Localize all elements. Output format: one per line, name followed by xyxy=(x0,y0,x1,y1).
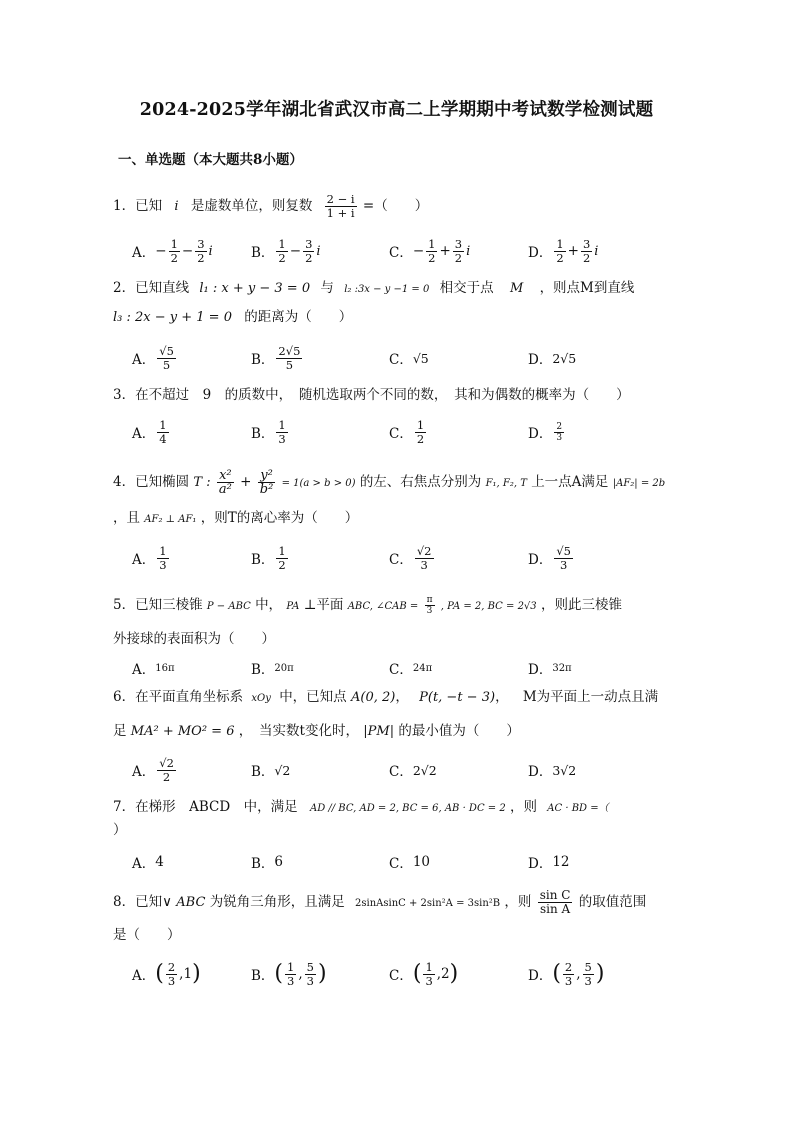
q4-af-condition: |AF₂| = 2b xyxy=(612,478,666,489)
question-6-cont: 足 MA² + MO² = 6 ， 当实数t变化时， |PM| 的最小值为（ ） xyxy=(113,723,520,739)
q4-option-d[interactable]: D． $\frac{√5}{3}$ xyxy=(528,543,571,572)
q4-option-a[interactable]: A． $\frac{1}{3}$ xyxy=(132,543,167,572)
q6-options xyxy=(132,752,692,788)
q2-option-a[interactable]: A． $\frac{√5}{5}$ xyxy=(132,343,174,372)
q6-option-d[interactable]: D． 3√2 xyxy=(528,762,577,780)
q2-option-d[interactable]: D． 2√5 xyxy=(528,350,577,368)
q8-option-c[interactable]: C． ( $\frac{1}{3}$ ,2 ) xyxy=(389,959,459,988)
q5-options xyxy=(132,650,692,686)
q2-line-l3: l₃ : 2x − y + 1 = 0 xyxy=(113,310,232,325)
question-6: 6．在平面直角坐标系 xOy 中，已知点 A(0, 2)， P(t, −t − 3)， M为平面上一动点且满 xyxy=(113,689,659,705)
q7-option-c[interactable]: C． 10 xyxy=(389,854,431,872)
q7-option-a[interactable]: A． 4 xyxy=(132,854,164,872)
question-7-cont: ） xyxy=(113,822,127,838)
question-2: 2．已知直线 l₁ : x + y − 3 = 0 与 l₂ :3x − y −1 = 0 相交于点 M ，则点M到直线 xyxy=(113,280,635,296)
q1-options xyxy=(132,233,692,269)
q7-options xyxy=(132,844,692,880)
q1-text: 是虚数单位，则复数 xyxy=(190,198,313,214)
q8-option-b[interactable]: B． ( $\frac{1}{3}$ , $\frac{5}{3}$ ) xyxy=(251,959,327,988)
q5-option-a[interactable]: A． 16π xyxy=(132,662,175,678)
question-5-cont: 外接球的表面积为（ ） xyxy=(113,631,275,647)
q1-option-b[interactable]: B． $\frac{1}{2}$ − $\frac{3}{2}$ i xyxy=(251,236,321,265)
q5-option-b[interactable]: B． 20π xyxy=(251,662,294,678)
q2-option-c[interactable]: C． √5 xyxy=(389,350,429,368)
page-title: 2024-2025学年湖北省武汉市高二上学期期中考试数学检测试题 xyxy=(139,100,654,120)
q3-option-c[interactable]: C． $\frac{1}{2}$ xyxy=(389,417,425,446)
question-8: 8．已知∨ ABC 为锐角三角形，且满足 2sinAsinC + 2sin²A = 3sin²B ，则 $\frac{\text{sin C}}{\text{sin A}}$ 的取值范围 xyxy=(113,888,647,916)
q4-option-c[interactable]: C． $\frac{√2}{3}$ xyxy=(389,543,432,572)
q5-option-d[interactable]: D． 32π xyxy=(528,662,572,678)
question-4-cont: ，且 AF₂ ⊥ AF₁ ，则T的离心率为（ ） xyxy=(113,510,359,526)
q1-option-c[interactable]: C． − $\frac{1}{2}$ + $\frac{3}{2}$ i xyxy=(389,236,471,265)
q8-options xyxy=(132,956,692,992)
q2-option-b[interactable]: B． $\frac{2√5}{5}$ xyxy=(251,343,301,372)
q2-line-l1: l₁ : x + y − 3 = 0 xyxy=(199,281,311,296)
q8-option-d[interactable]: D． ( $\frac{2}{3}$ , $\frac{5}{3}$ ) xyxy=(528,959,605,988)
question-5: 5．已知三棱锥 P − ABC 中， PA ⊥平面 ABC, ∠CAB = $\frac{\pi}{3}$ , PA = 2, BC = 2√3 ，则此三棱锥 xyxy=(113,595,622,616)
q4-options xyxy=(132,540,692,576)
question-3: 3．在不超过 9 的质数中， 随机选取两个不同的数， 其和为偶数的概率为（ ） xyxy=(113,387,630,403)
q1-fraction: $\frac{2 - i}{1 + i}$ xyxy=(326,192,355,220)
q3-option-a[interactable]: A． $\frac{1}{4}$ xyxy=(132,417,167,446)
question-8-cont: 是（ ） xyxy=(113,927,181,943)
q1-prefix: 1．已知 xyxy=(113,198,163,214)
q3-option-d[interactable]: D． $\frac{2}{3}$ xyxy=(528,421,563,443)
question-4: 4．已知椭圆 T : $\frac{\text{x²}}{\text{a²}}$ + $\frac{\text{y²}}{\text{b²}}$ = 1(a > b > 0) 的左、右焦点分别为 F₁, F₂, T 上一点A满足 |AF₂| = 2b xyxy=(113,468,666,497)
q5-option-c[interactable]: C． 24π xyxy=(389,662,433,678)
q7-option-d[interactable]: D． 12 xyxy=(528,854,570,872)
q3-option-b[interactable]: B． $\frac{1}{3}$ xyxy=(251,417,286,446)
section-heading: 一、单选题（本大题共8小题） xyxy=(118,152,303,168)
question-1 xyxy=(113,193,428,220)
q4-option-b[interactable]: B． $\frac{1}{2}$ xyxy=(251,543,286,572)
q8-option-a[interactable]: A． ( $\frac{2}{3}$ ,1 ) xyxy=(132,959,201,988)
question-7: 7．在梯形 ABCD 中，满足 AD // BC, AD = 2, BC = 6, AB · DC = 2 ，则 AC · BD =（ xyxy=(113,799,609,815)
q6-option-c[interactable]: C． 2√2 xyxy=(389,762,437,780)
q1-imaginary-unit: i xyxy=(174,199,179,214)
q2-options xyxy=(132,340,692,376)
q6-option-a[interactable]: A． $\frac{√2}{2}$ xyxy=(132,755,174,784)
question-2-cont: l₃ : 2x − y + 1 = 0 的距离为（ ） xyxy=(113,309,353,325)
q3-options xyxy=(132,414,692,450)
q6-option-b[interactable]: B． √2 xyxy=(251,762,291,780)
q2-line-l2: l₂ :3x − y −1 = 0 xyxy=(344,284,430,295)
q7-option-b[interactable]: B． 6 xyxy=(251,854,284,872)
q1-suffix: =（ ） xyxy=(362,198,429,214)
q1-option-d[interactable]: D． $\frac{1}{2}$ + $\frac{3}{2}$ i xyxy=(528,236,599,265)
q1-option-a[interactable]: A． − $\frac{1}{2}$ − $\frac{3}{2}$ i xyxy=(132,236,213,265)
